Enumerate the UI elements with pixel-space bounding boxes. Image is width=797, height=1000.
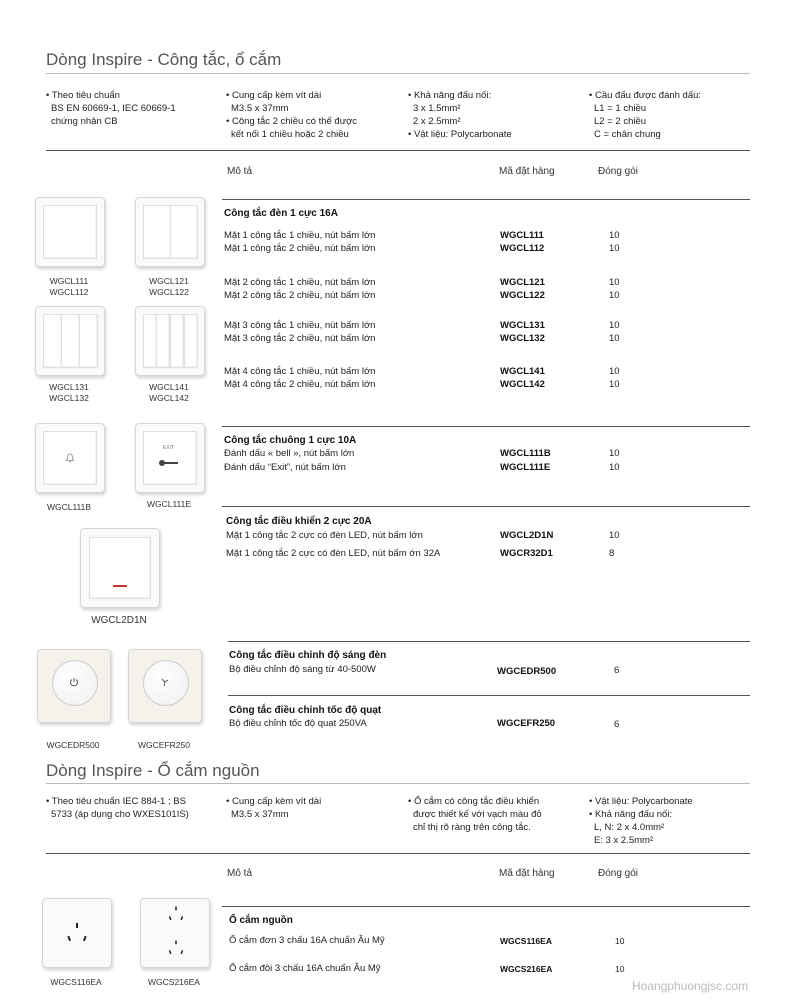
specs-divider bbox=[46, 150, 750, 151]
spec-line: 3 x 1.5mm² bbox=[413, 103, 461, 114]
header-divider bbox=[222, 199, 750, 200]
rocker bbox=[184, 314, 198, 368]
spec-line: • Khả năng đấu nối: bbox=[408, 90, 492, 101]
spec-line: kết nối 1 chiều hoặc 2 chiều bbox=[231, 129, 349, 140]
rocker bbox=[143, 314, 157, 368]
row-desc: Mặt 4 công tắc 2 chiều, nút bấm lớn bbox=[224, 379, 376, 390]
row-code: WGCL111B bbox=[500, 448, 551, 459]
row-desc: Đánh dấu « bell », nút bấm lớn bbox=[224, 448, 355, 459]
row-desc: Mặt 1 công tắc 2 chiều, nút bấm lớn bbox=[224, 243, 376, 254]
row-code: WGCL131 bbox=[500, 320, 545, 331]
row-code: WGCL142 bbox=[500, 379, 545, 390]
rocker bbox=[143, 205, 171, 259]
row-desc: Mặt 1 công tắc 2 cực có đèn LED, nút bấm lớn bbox=[226, 530, 423, 541]
image-label: WGCS216EA bbox=[148, 977, 200, 987]
spec-line: L1 = 1 chiều bbox=[594, 103, 647, 114]
row-pack: 10 bbox=[609, 243, 620, 254]
exit-mark: EXIT bbox=[163, 445, 175, 451]
group-divider bbox=[222, 426, 750, 427]
row-desc: Mặt 4 công tắc 1 chiều, nút bấm lớn bbox=[224, 366, 376, 377]
group-title: Công tắc chuông 1 cực 10A bbox=[224, 435, 357, 446]
socket-outlet-icon bbox=[167, 905, 185, 923]
row-pack: 10 bbox=[609, 320, 620, 331]
row-pack: 10 bbox=[609, 277, 620, 288]
image-label: WGCEFR250 bbox=[138, 740, 190, 750]
header-divider bbox=[222, 906, 750, 907]
row-desc: Mặt 2 công tắc 2 chiều, nút bấm lớn bbox=[224, 290, 376, 301]
row-pack: 8 bbox=[609, 548, 615, 559]
spec-line: • Vật liệu: Polycarbonate bbox=[408, 129, 512, 140]
spec-line: • Khả năng đấu nối: bbox=[589, 809, 673, 820]
spec-col-2 bbox=[226, 89, 357, 141]
spec-line: L2 = 2 chiều bbox=[594, 116, 647, 127]
row-code: WGCL141 bbox=[500, 366, 545, 377]
row-pack: 6 bbox=[614, 719, 620, 730]
spec-line: C = chân chung bbox=[594, 129, 661, 140]
led-indicator bbox=[113, 585, 127, 587]
row-desc: Mặt 3 công tắc 1 chiều, nút bấm lớn bbox=[224, 320, 376, 331]
product-image-wgcl131 bbox=[35, 306, 105, 376]
row-pack: 10 bbox=[615, 936, 625, 946]
spec-col-4 bbox=[589, 89, 701, 141]
product-image-wgcefr250 bbox=[128, 649, 202, 723]
product-image-wgcl111 bbox=[35, 197, 105, 267]
spec-line: • Theo tiêu chuẩn bbox=[46, 90, 120, 101]
spec-line: được thiết kế với vạch màu đỏ bbox=[413, 809, 542, 820]
rocker bbox=[156, 314, 170, 368]
spec-line: 5733 (áp dụng cho WXES101IS) bbox=[51, 809, 189, 820]
fan-icon bbox=[160, 677, 170, 687]
col-header-pack: Đóng gói bbox=[598, 868, 639, 879]
socket-outlet-icon bbox=[167, 939, 185, 957]
product-image-wgcl2d1n bbox=[80, 528, 160, 608]
image-label: WGCL131 WGCL132 bbox=[49, 382, 89, 403]
spec-col-2 bbox=[226, 795, 321, 821]
spec-line: M3.5 x 37mm bbox=[231, 809, 289, 820]
spec-col-4 bbox=[589, 795, 693, 847]
row-desc: Bộ điều chỉnh tốc độ quạt 250VA bbox=[229, 718, 367, 729]
group-title: Ổ cắm nguồn bbox=[229, 915, 293, 926]
col-header-pack: Đóng gói bbox=[598, 166, 639, 177]
group-title: Công tắc đèn 1 cực 16A bbox=[224, 208, 338, 219]
rocker bbox=[170, 205, 198, 259]
spec-line: 2 x 2.5mm² bbox=[413, 116, 461, 127]
row-pack: 10 bbox=[609, 462, 620, 473]
group-divider bbox=[222, 506, 750, 507]
rocker bbox=[79, 314, 98, 368]
col-header-code: Mã đặt hàng bbox=[499, 166, 555, 177]
rocker bbox=[170, 314, 184, 368]
group-divider bbox=[228, 695, 750, 696]
row-desc: Mặt 2 công tắc 1 chiều, nút bấm lớn bbox=[224, 277, 376, 288]
power-icon bbox=[69, 677, 79, 687]
image-label: WGCL121 WGCL122 bbox=[149, 276, 189, 297]
bell-icon bbox=[65, 453, 75, 463]
product-image-wgcedr500 bbox=[37, 649, 111, 723]
rocker bbox=[43, 314, 62, 368]
image-label: WGCL111E bbox=[146, 499, 192, 509]
image-label: WGCEDR500 bbox=[46, 740, 100, 750]
row-code: WGCL112 bbox=[500, 243, 545, 254]
spec-line: • Cung cấp kèm vít dài bbox=[226, 90, 322, 101]
col-header-desc: Mô tả bbox=[227, 166, 253, 177]
spec-col-3 bbox=[408, 795, 542, 834]
title-divider bbox=[46, 783, 750, 784]
col-header-code: Mã đặt hàng bbox=[499, 868, 555, 879]
exit-key-icon bbox=[158, 458, 180, 468]
row-code: WGCL111E bbox=[500, 462, 551, 473]
rocker bbox=[61, 314, 80, 368]
rocker bbox=[89, 537, 151, 599]
row-code: WGCL122 bbox=[500, 290, 545, 301]
row-code: WGCR32D1 bbox=[500, 548, 553, 559]
spec-line: • Theo tiêu chuẩn IEC 884-1 ; BS bbox=[46, 796, 186, 807]
watermark-text: Hoangphuongjsc.com bbox=[632, 979, 749, 993]
col-header-desc: Mô tả bbox=[227, 868, 253, 879]
spec-line: • Cung cấp kèm vít dài bbox=[226, 796, 322, 807]
row-desc: Đánh dấu “Exit”, nút bấm lớn bbox=[224, 462, 346, 473]
row-desc: Mặt 3 công tắc 2 chiều, nút bấm lớn bbox=[224, 333, 376, 344]
row-pack: 10 bbox=[609, 366, 620, 377]
spec-line: BS EN 60669-1, IEC 60669-1 bbox=[51, 103, 176, 114]
row-code: WGCL111 bbox=[500, 230, 544, 241]
row-pack: 10 bbox=[615, 964, 625, 974]
row-pack: 10 bbox=[609, 448, 620, 459]
row-desc: Mặt 1 công tắc 1 chiều, nút bấm lớn bbox=[224, 230, 376, 241]
row-code: WGCEFR250 bbox=[497, 718, 556, 729]
product-image-wgcl121 bbox=[135, 197, 205, 267]
row-code: WGCS216EA bbox=[500, 964, 553, 974]
image-label: WGCS116EA bbox=[50, 977, 102, 987]
spec-col-3 bbox=[408, 89, 512, 141]
spec-line: • Cầu đấu được đánh dấu: bbox=[589, 90, 702, 101]
row-desc: Ổ cắm đơn 3 chấu 16A chuẩn Âu Mỹ bbox=[229, 935, 385, 946]
section-title-sockets: Dòng Inspire - Ổ cắm nguồn bbox=[46, 761, 260, 780]
row-desc: Ổ cắm đôi 3 chấu 16A chuẩn Âu Mỹ bbox=[229, 963, 381, 974]
row-desc: Mặt 1 công tắc 2 cực có đèn LED, nút bấm ớn 32A bbox=[226, 548, 441, 559]
title-divider bbox=[46, 73, 750, 74]
row-code: WGCL121 bbox=[500, 277, 545, 288]
group-divider bbox=[228, 641, 750, 642]
group-title: Công tắc điều chỉnh độ sáng đèn bbox=[229, 650, 387, 661]
row-pack: 10 bbox=[609, 230, 620, 241]
group-title: Công tắc điều khiển 2 cực 20A bbox=[226, 516, 372, 527]
spec-line: • Vật liệu: Polycarbonate bbox=[589, 796, 693, 807]
product-image-wgcl111e bbox=[135, 423, 205, 493]
spec-line: chỉ thị rõ ràng trên công tắc. bbox=[413, 822, 531, 833]
specs-divider bbox=[46, 853, 750, 854]
section-title-switches: Dòng Inspire - Công tắc, ổ cắm bbox=[46, 50, 282, 69]
row-code: WGCEDR500 bbox=[497, 666, 557, 677]
row-code: WGCL132 bbox=[500, 333, 545, 344]
row-code: WGCS116EA bbox=[500, 936, 552, 946]
product-image-wgcl141 bbox=[135, 306, 205, 376]
image-label: WGCL141 WGCL142 bbox=[149, 382, 189, 403]
row-desc: Bộ điều chỉnh độ sáng từ 40-500W bbox=[229, 664, 376, 675]
row-pack: 10 bbox=[609, 290, 620, 301]
rocker bbox=[43, 205, 97, 259]
product-image-wgcs216ea bbox=[140, 898, 210, 968]
spec-col-1 bbox=[46, 795, 189, 821]
spec-line: chứng nhận CB bbox=[51, 116, 118, 127]
row-pack: 10 bbox=[609, 379, 620, 390]
socket-outlet-icon bbox=[65, 921, 89, 945]
spec-line: • Ổ cắm có công tắc điều khiển bbox=[408, 796, 540, 807]
row-pack: 6 bbox=[614, 665, 620, 676]
spec-line: • Công tắc 2 chiều có thể được bbox=[226, 116, 358, 127]
row-pack: 10 bbox=[609, 333, 620, 344]
spec-col-1 bbox=[46, 89, 176, 128]
spec-line: L, N: 2 x 4.0mm² bbox=[594, 822, 665, 833]
image-label: WGCL2D1N bbox=[91, 615, 147, 626]
product-image-wgcs116ea bbox=[42, 898, 112, 968]
row-code: WGCL2D1N bbox=[500, 530, 554, 541]
image-label: WGCL111B bbox=[46, 502, 92, 512]
spec-line: E: 3 x 2.5mm² bbox=[594, 835, 654, 846]
group-title: Công tắc điều chỉnh tốc độ quạt bbox=[229, 705, 382, 716]
spec-line: M3.5 x 37mm bbox=[231, 103, 289, 114]
image-label: WGCL111 WGCL112 bbox=[49, 276, 89, 297]
row-pack: 10 bbox=[609, 530, 620, 541]
product-image-wgcl111b bbox=[35, 423, 105, 493]
